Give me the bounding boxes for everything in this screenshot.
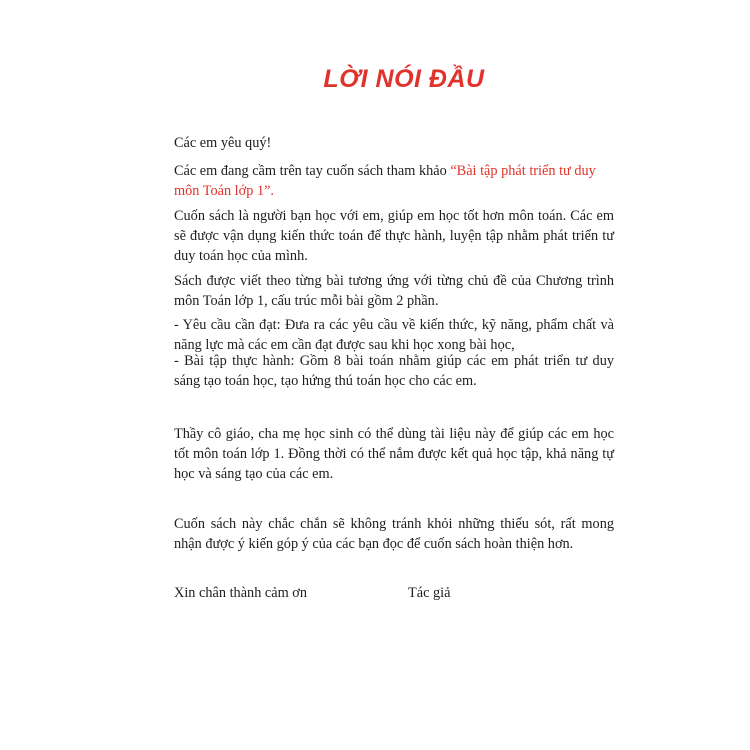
requirements-paragraph: - Yêu cầu cần đạt: Đưa ra các yêu cầu về kiến thức, kỹ năng, phẩm chất và năng lực mà các em cần đạt được sau khi học xong bài học, (174, 317, 614, 353)
intro-text: Các em đang cầm trên tay cuốn sách tham khảo (174, 163, 451, 179)
author-line: Tác giả (408, 585, 451, 601)
teachers-paragraph: Thầy cô giáo, cha mẹ học sinh có thể dùng tài liệu này để giúp các em học tốt môn toán lớp 1. Đồng thời có thể nắm được kết quả học tập, khả năng tự học và sáng tạo của các em. (174, 426, 614, 482)
closing-paragraph: Cuốn sách này chắc chắn sẽ không tránh khỏi những thiếu sót, rất mong nhận được ý kiến góp ý của các bạn đọc để cuốn sách hoàn thiện hơn. (174, 516, 614, 552)
purpose-paragraph: Cuốn sách là người bạn học với em, giúp em học tốt hơn môn toán. Các em sẽ được vận dụng kiến thức toán để thực hành, luyện tập nhằm phát triển tư duy toán học của mình. (174, 208, 614, 264)
practice-paragraph: - Bài tập thực hành: Gồm 8 bài toán nhằm giúp các em phát triển tư duy sáng tạo toán học, tạo hứng thú toán học cho các em. (174, 353, 614, 389)
page-title: LỜI NÓI ĐẦU (323, 64, 485, 93)
greeting-paragraph: Các em yêu quý! (174, 135, 272, 151)
structure-paragraph: Sách được viết theo từng bài tương ứng với từng chủ đề của Chương trình môn Toán lớp 1, cấu trúc mỗi bài gồm 2 phần. (174, 273, 614, 309)
intro-paragraph (174, 161, 614, 201)
book-title-highlight: “Bài tập phát triển tư duy môn Toán lớp 1”. (174, 163, 596, 199)
thanks-line: Xin chân thành cảm ơn (174, 585, 308, 601)
